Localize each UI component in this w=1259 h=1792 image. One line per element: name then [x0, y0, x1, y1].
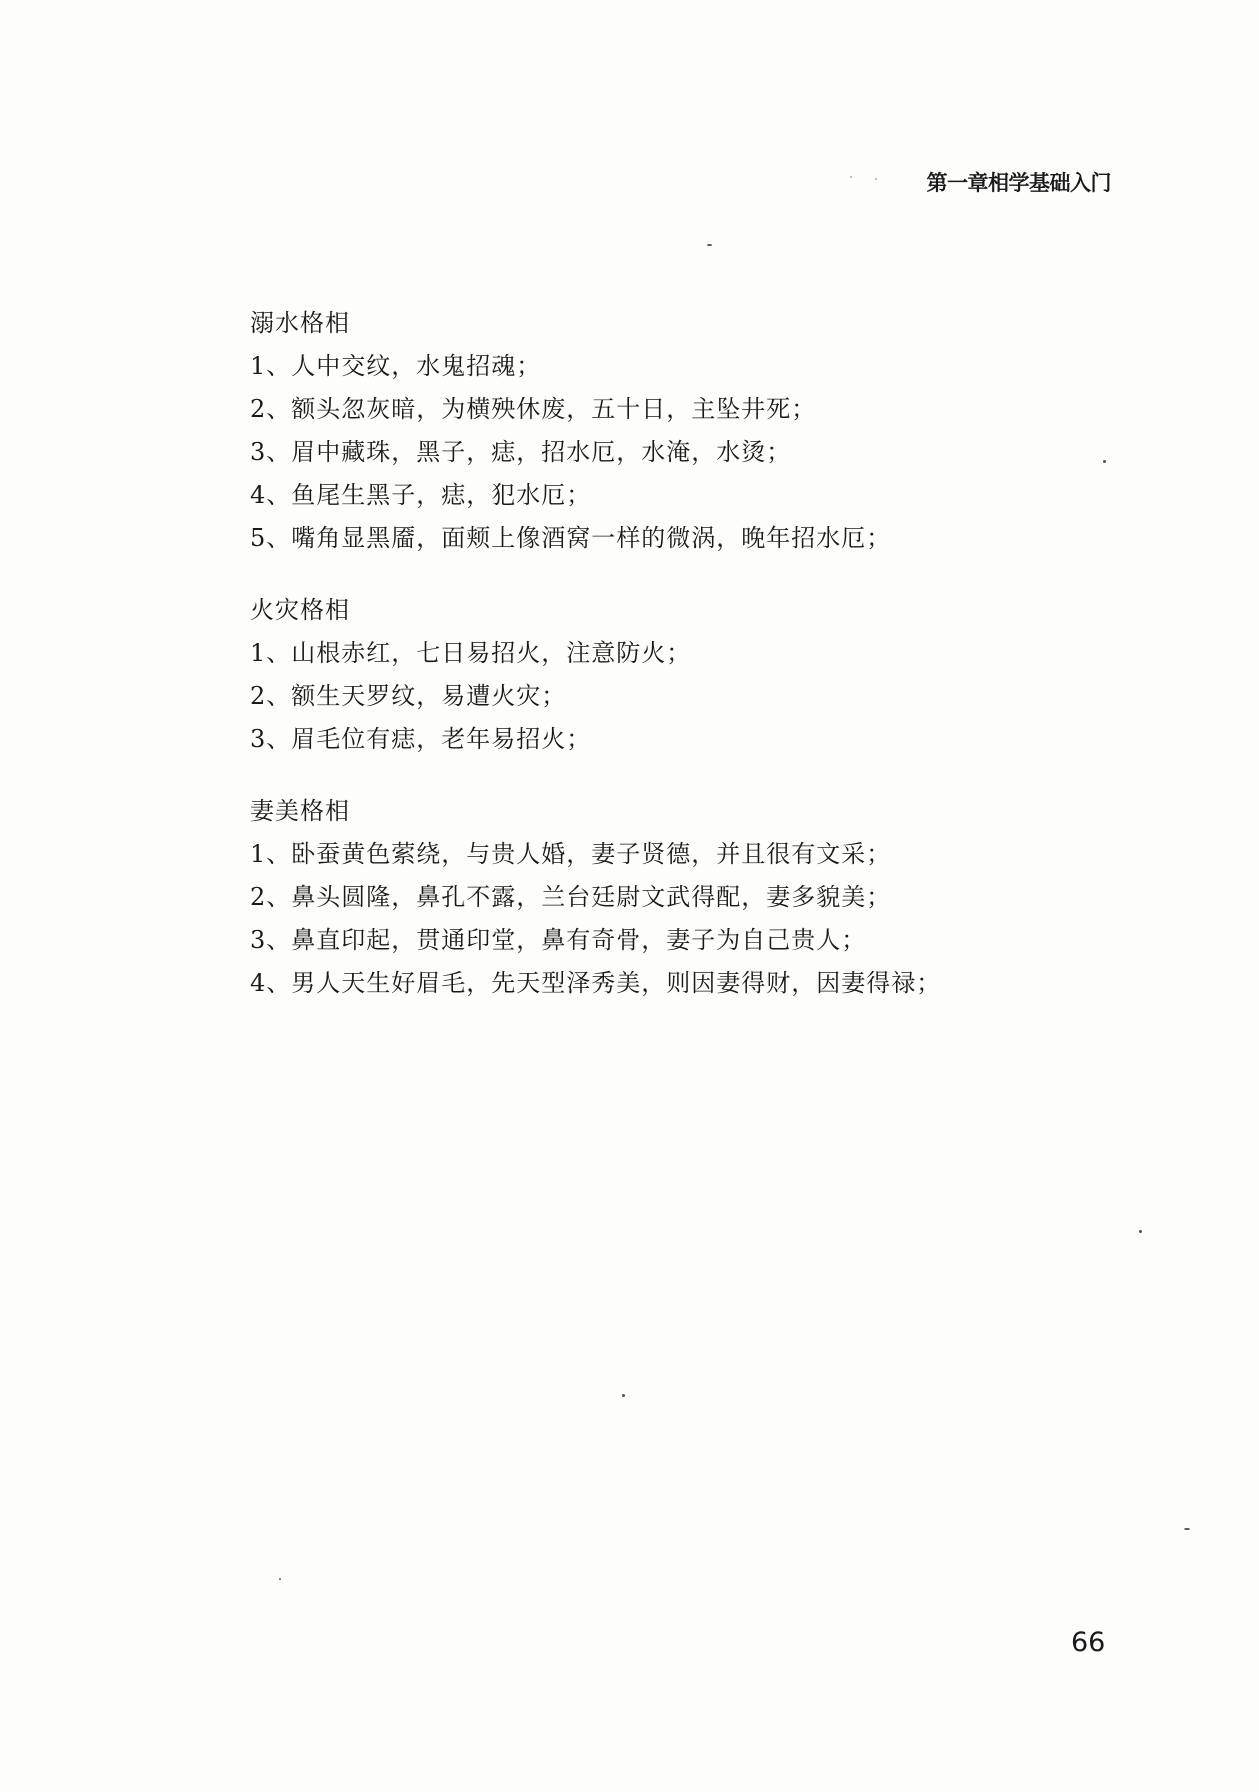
section-title: 溺水格相: [250, 309, 350, 337]
list-item: 2、额生天罗纹，易遭火灾；: [250, 682, 567, 710]
list-item: 4、鱼尾生黑子，痣，犯水厄；: [250, 481, 592, 509]
page-number: 66: [1071, 1627, 1106, 1658]
list-item: 2、鼻头圆隆，鼻孔不露，兰台廷尉文武得配，妻多貌美；: [250, 883, 892, 911]
scan-speck: [279, 1578, 281, 1580]
list-item: 1、人中交纹，水鬼招魂；: [250, 352, 542, 380]
list-item: 3、眉毛位有痣，老年易招火；: [250, 725, 592, 753]
list-item: 3、鼻直印起，贯通印堂，鼻有奇骨，妻子为自己贵人；: [250, 926, 867, 954]
list-item: 2、额头忽灰暗，为横殃休废，五十日，主坠井死；: [250, 395, 817, 423]
scan-speck: [1103, 460, 1106, 463]
list-item: 5、嘴角显黑靥，面颊上像酒窝一样的微涡，晚年招水厄；: [250, 524, 892, 552]
scan-speck: [622, 1394, 625, 1397]
list-item: 4、男人天生好眉毛，先天型泽秀美，则因妻得财，因妻得禄；: [250, 969, 942, 997]
section-beautiful-wife: [250, 796, 1150, 998]
scan-speck: [1184, 1528, 1190, 1530]
list-item: 1、山根赤红，七日易招火，注意防火；: [250, 639, 692, 667]
running-header: 第一章相学基础入门: [926, 171, 1111, 195]
section-title: 火灾格相: [250, 596, 350, 624]
scan-speck: [850, 176, 852, 178]
main-content: [250, 308, 1150, 1040]
list-item: 1、卧蚕黄色萦绕，与贵人婚，妻子贤德，并且很有文采；: [250, 840, 892, 868]
section-title: 妻美格相: [250, 797, 350, 825]
section-fire: [250, 595, 1150, 754]
list-item: 3、眉中藏珠，黑子，痣，招水厄，水淹，水烫；: [250, 438, 792, 466]
section-drowning: [250, 308, 1150, 553]
scan-speck: [1139, 1230, 1142, 1233]
scan-speck: [875, 178, 877, 180]
scan-speck: [707, 244, 712, 246]
